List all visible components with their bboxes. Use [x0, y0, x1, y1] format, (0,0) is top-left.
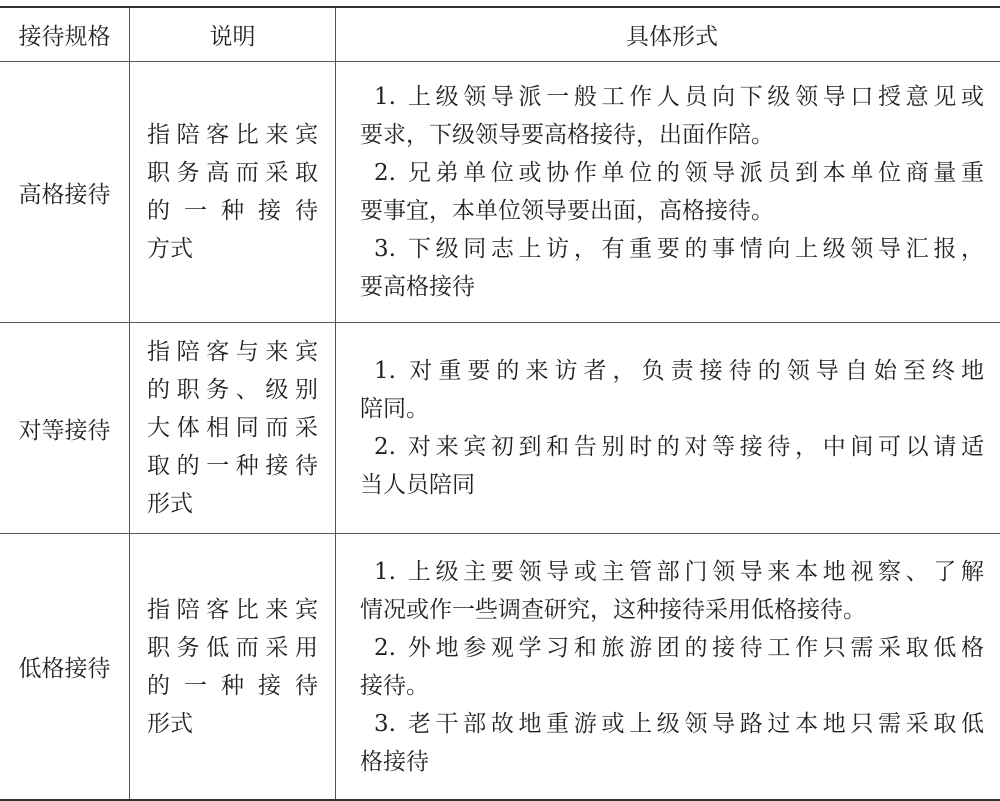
form-item-line: 接待。 [360, 672, 429, 699]
forms-cell [336, 323, 1000, 533]
header-desc: 说明 [130, 8, 336, 61]
form-item-line: 情况或作一些调查研究，这种接待采用低格接待。 [360, 596, 866, 623]
form-item-line: 要高格接待 [360, 274, 475, 300]
table-header [0, 8, 1000, 62]
reception-type: 低格接待 [0, 534, 130, 799]
form-item-line: 要事宜，本单位领导要出面，高格接待。 [360, 198, 774, 224]
description-line: 职务低而采用 [147, 634, 318, 661]
header-type: 接待规格 [0, 8, 130, 61]
description-cell [130, 323, 336, 533]
forms-cell [336, 534, 1000, 799]
description-line: 的一种接待 [147, 198, 318, 224]
form-item-line: 3. 老干部故地重游或上级领导路过本地只需采取低 [374, 710, 984, 737]
form-item-line: 2. 兄弟单位或协作单位的领导派员到本单位商量重 [374, 160, 984, 186]
header-forms: 具体形式 [626, 24, 718, 50]
description-line: 的一种接待 [147, 672, 318, 699]
description-line: 取的一种接待 [147, 453, 318, 479]
description-line: 职务高而采取 [147, 160, 318, 186]
description-line: 形式 [147, 491, 193, 517]
description-line: 方式 [147, 236, 193, 262]
form-item-line: 3. 下级同志上访，有重要的事情向上级领导汇报， [374, 236, 984, 262]
description-line: 指陪客比来宾 [147, 122, 318, 148]
reception-type: 高格接待 [0, 62, 130, 322]
description-line: 形式 [147, 710, 193, 737]
form-item-line: 当人员陪同 [360, 472, 475, 498]
form-item-line: 1. 上级领导派一般工作人员向下级领导口授意见或 [374, 84, 984, 110]
description-cell [130, 534, 336, 799]
form-item-line: 格接待 [360, 748, 429, 775]
description-line: 的职务、级别 [147, 377, 318, 403]
description-line: 指陪客与来宾 [147, 339, 318, 365]
description-cell [130, 62, 336, 322]
reception-type: 对等接待 [0, 323, 130, 533]
forms-cell [336, 62, 1000, 322]
form-item-line: 要求，下级领导要高格接待，出面作陪。 [360, 122, 774, 148]
description-line: 指陪客比来宾 [147, 596, 318, 623]
form-item-line: 2. 对来宾初到和告别时的对等接待，中间可以请适 [374, 434, 984, 460]
table-row [0, 62, 1000, 323]
reception-table [0, 6, 1000, 801]
table-row [0, 534, 1000, 799]
table-row [0, 323, 1000, 534]
description-line: 大体相同而采 [147, 415, 318, 441]
form-item-line: 1. 上级主要领导或主管部门领导来本地视察、了解 [374, 558, 984, 585]
form-item-line: 陪同。 [360, 396, 429, 422]
form-item-line: 2. 外地参观学习和旅游团的接待工作只需采取低格 [374, 634, 984, 661]
form-item-line: 1. 对重要的来访者，负责接待的领导自始至终地 [374, 358, 984, 384]
